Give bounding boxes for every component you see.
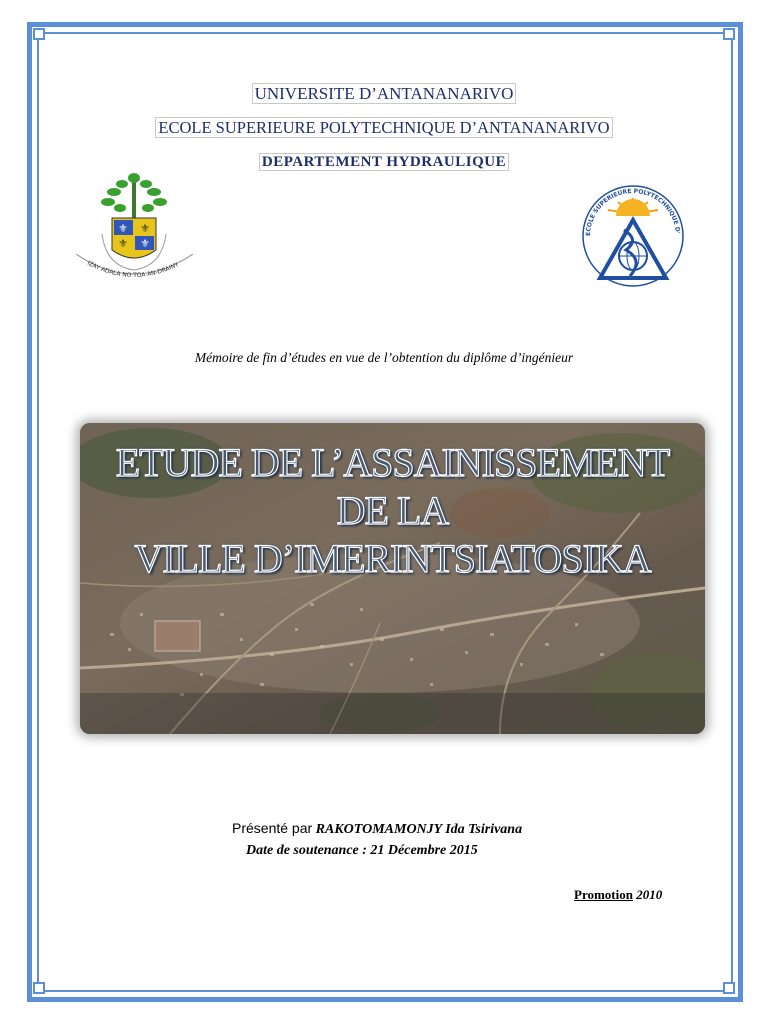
university-name-text: UNIVERSITE D’ANTANANARIVO <box>252 83 517 104</box>
department-name <box>0 154 768 171</box>
school-name <box>0 118 768 138</box>
border-corner <box>723 28 735 40</box>
svg-text:⚜: ⚜ <box>118 222 128 235</box>
thesis-subtitle: Mémoire de fin d’études en vue de l’obtention du diplôme d’ingénieur <box>194 350 574 365</box>
aerial-city-image <box>80 423 705 734</box>
presenter-line <box>232 820 522 838</box>
thesis-title-line-2: DE LA <box>336 488 449 533</box>
promotion-label: Promotion <box>574 887 633 902</box>
polytechnique-emblem-icon <box>578 178 688 290</box>
school-name-text: ECOLE SUPERIEURE POLYTECHNIQUE D’ANTANANARIVO <box>155 117 612 138</box>
emblem-ring-text: ECOLE SUPERIEURE POLYTECHNIQUE D' <box>584 187 681 237</box>
promotion-year: 2010 <box>636 887 663 902</box>
promotion-line <box>574 887 662 903</box>
department-name-text: DEPARTEMENT HYDRAULIQUE <box>259 153 509 171</box>
svg-text:⚜: ⚜ <box>140 237 150 250</box>
presenter-name: RAKOTOMAMONJY Ida Tsirivana <box>315 822 523 837</box>
border-corner <box>723 982 735 994</box>
thesis-title-line-3: VILLE D’IMERINTSIATOSIKA <box>134 536 651 581</box>
university-crest-icon <box>72 170 197 290</box>
presenter-label: Présenté par <box>232 820 313 836</box>
svg-text:⚜: ⚜ <box>140 222 150 235</box>
university-name <box>0 84 768 104</box>
crest-motto: IZAY ADALA NO TOA AN-DRAINY <box>86 259 180 280</box>
border-corner <box>33 982 45 994</box>
svg-text:⚜: ⚜ <box>118 237 128 250</box>
border-corner <box>33 28 45 40</box>
thesis-title-line-1: ETUDE DE L’ASSAINISSEMENT <box>115 440 670 485</box>
defense-date: Date de soutenance : 21 Décembre 2015 <box>246 843 478 858</box>
